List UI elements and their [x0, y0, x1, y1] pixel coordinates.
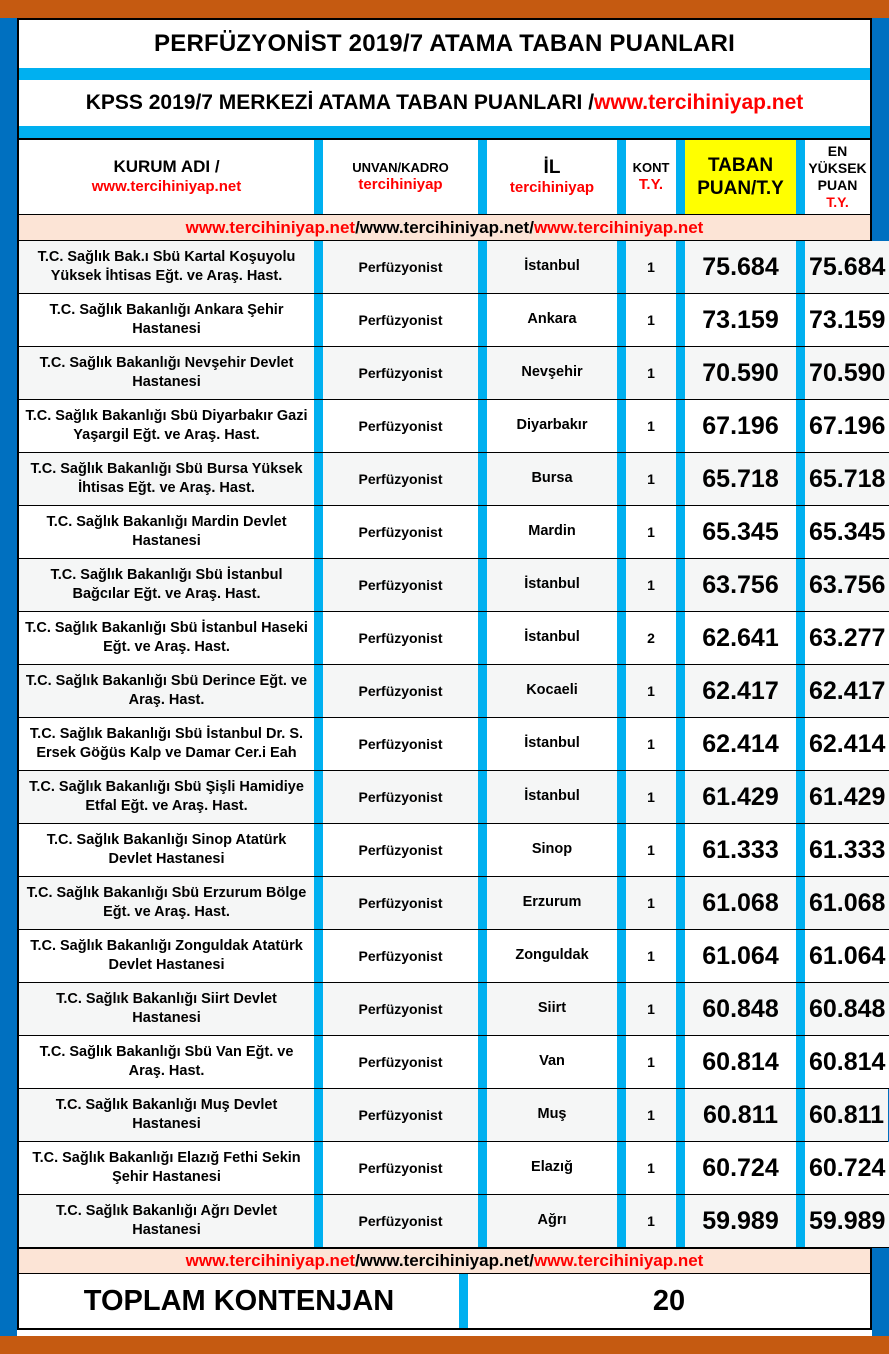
- row-cell-divider: [617, 506, 626, 559]
- table-row: [19, 559, 886, 612]
- row-cell-divider: [796, 718, 805, 771]
- row-cell-divider: [314, 612, 323, 665]
- cell-kurum-adi: T.C. Sağlık Bakanlığı Zonguldak Atatürk Devlet Hastanesi: [19, 930, 314, 983]
- column-header-enyuksek-line2: [807, 177, 868, 211]
- cell-en-yuksek-puan: 59.989: [805, 1195, 889, 1248]
- row-cell-divider: [617, 1195, 626, 1248]
- cell-kontenjan: 1: [626, 718, 676, 771]
- cell-kurum-adi: T.C. Sağlık Bakanlığı Sbü Bursa Yüksek İhtisas Eğt. ve Araş. Hast.: [19, 453, 314, 506]
- column-header-il-line1: İL: [543, 157, 561, 179]
- page-title-text: PERFÜZYONİST 2019/7 ATAMA TABAN PUANLARI: [154, 30, 735, 57]
- row-cell-divider: [478, 400, 487, 453]
- row-cell-divider: [676, 877, 685, 930]
- cell-en-yuksek-puan: 61.064: [805, 930, 889, 983]
- row-cell-divider: [796, 294, 805, 347]
- row-cell-divider: [314, 1195, 323, 1248]
- cell-kurum-adi: T.C. Sağlık Bakanlığı Sbü Erzurum Bölge Eğt. ve Araş. Hast.: [19, 877, 314, 930]
- row-cell-divider: [617, 294, 626, 347]
- row-cell-divider: [676, 241, 685, 294]
- cell-unvan-kadro: Perfüzyonist: [323, 241, 478, 294]
- row-cell-divider: [617, 1142, 626, 1195]
- row-cell-divider: [796, 1142, 805, 1195]
- row-cell-divider: [314, 1142, 323, 1195]
- cell-taban-puan: 60.811: [685, 1089, 796, 1142]
- table-row: [19, 612, 886, 665]
- row-cell-divider: [796, 612, 805, 665]
- promo-banner-top: [19, 215, 870, 241]
- row-cell-divider: [478, 1036, 487, 1089]
- cell-il: Diyarbakır: [487, 400, 617, 453]
- cell-kontenjan: 1: [626, 771, 676, 824]
- promo-bottom-separator-2: /: [529, 1251, 534, 1270]
- row-cell-divider: [676, 1089, 685, 1142]
- cell-kontenjan: 1: [626, 294, 676, 347]
- column-header-enyuksek-line1: EN YÜKSEK: [808, 142, 867, 176]
- cell-kurum-adi: T.C. Sağlık Bakanlığı Sbü Şişli Hamidiye Etfal Eğt. ve Araş. Hast.: [19, 771, 314, 824]
- row-cell-divider: [314, 877, 323, 930]
- promo-bottom-link-3[interactable]: www.tercihiniyap.net: [533, 1251, 704, 1270]
- cell-unvan-kadro: Perfüzyonist: [323, 1036, 478, 1089]
- total-row-divider: [459, 1274, 468, 1328]
- cell-taban-puan: 60.724: [685, 1142, 796, 1195]
- row-cell-divider: [676, 930, 685, 983]
- column-header-kurum-link[interactable]: www.tercihiniyap.net: [91, 178, 242, 196]
- cell-il: Mardin: [487, 506, 617, 559]
- row-cell-divider: [314, 241, 323, 294]
- cell-en-yuksek-puan: 60.848: [805, 983, 889, 1036]
- column-header-enyuksek-line2-black: PUAN: [817, 177, 858, 193]
- row-cell-divider: [314, 400, 323, 453]
- table-body: [19, 241, 886, 1248]
- cell-kontenjan: 1: [626, 559, 676, 612]
- cell-kurum-adi: T.C. Sağlık Bakanlığı Siirt Devlet Hastanesi: [19, 983, 314, 1036]
- promo-link-3[interactable]: www.tercihiniyap.net: [533, 217, 704, 237]
- top-orange-bar: [0, 0, 889, 18]
- cell-taban-puan: 73.159: [685, 294, 796, 347]
- sheet: [17, 18, 886, 1336]
- table-row: [19, 983, 886, 1036]
- cell-il: Ankara: [487, 294, 617, 347]
- row-cell-divider: [796, 930, 805, 983]
- cell-en-yuksek-puan: 61.068: [805, 877, 889, 930]
- column-divider-2: [478, 140, 487, 215]
- table-row: [19, 824, 886, 877]
- row-cell-divider: [617, 1089, 626, 1142]
- row-cell-divider: [796, 559, 805, 612]
- row-cell-divider: [676, 1036, 685, 1089]
- page-title: [17, 18, 872, 68]
- row-cell-divider: [478, 453, 487, 506]
- column-divider-5: [796, 140, 805, 215]
- row-cell-divider: [617, 612, 626, 665]
- row-cell-divider: [796, 1036, 805, 1089]
- subtitle-text: KPSS 2019/7 MERKEZİ ATAMA TABAN PUANLARI /: [85, 91, 595, 114]
- row-cell-divider: [314, 453, 323, 506]
- total-row: [19, 1274, 870, 1328]
- row-cell-divider: [478, 241, 487, 294]
- promo-bottom-link-1[interactable]: www.tercihiniyap.net: [185, 1251, 356, 1270]
- cell-kontenjan: 1: [626, 930, 676, 983]
- cell-unvan-kadro: Perfüzyonist: [323, 1195, 478, 1248]
- table-row: [19, 400, 886, 453]
- row-cell-divider: [478, 877, 487, 930]
- cell-en-yuksek-puan: 61.429: [805, 771, 889, 824]
- cell-kurum-adi: T.C. Sağlık Bakanlığı Mardin Devlet Hastanesi: [19, 506, 314, 559]
- cell-taban-puan: 70.590: [685, 347, 796, 400]
- row-cell-divider: [617, 400, 626, 453]
- column-header-kurum: [19, 140, 314, 215]
- column-header-il-link[interactable]: tercihiniyap: [509, 179, 595, 197]
- cell-unvan-kadro: Perfüzyonist: [323, 506, 478, 559]
- column-divider-3: [617, 140, 626, 215]
- row-cell-divider: [617, 665, 626, 718]
- cell-il: Elazığ: [487, 1142, 617, 1195]
- row-cell-divider: [796, 506, 805, 559]
- cell-il: Ağrı: [487, 1195, 617, 1248]
- cell-unvan-kadro: Perfüzyonist: [323, 1089, 478, 1142]
- row-cell-divider: [796, 877, 805, 930]
- row-cell-divider: [617, 559, 626, 612]
- row-cell-divider: [478, 771, 487, 824]
- row-cell-divider: [676, 1142, 685, 1195]
- promo-bottom-link-2[interactable]: www.tercihiniyap.net: [359, 1251, 530, 1270]
- row-cell-divider: [676, 453, 685, 506]
- table-row: [19, 506, 886, 559]
- row-cell-divider: [478, 824, 487, 877]
- cell-unvan-kadro: Perfüzyonist: [323, 824, 478, 877]
- cell-taban-puan: 60.848: [685, 983, 796, 1036]
- table-row: [19, 1195, 886, 1248]
- cell-kontenjan: 1: [626, 453, 676, 506]
- cell-taban-puan: 75.684: [685, 241, 796, 294]
- scores-table: [17, 138, 886, 1330]
- cell-kontenjan: 1: [626, 1195, 676, 1248]
- cell-unvan-kadro: Perfüzyonist: [323, 294, 478, 347]
- table-row: [19, 1142, 886, 1195]
- row-cell-divider: [478, 612, 487, 665]
- column-header-enyuksek-line2-red: T.Y.: [826, 194, 849, 211]
- column-divider-1: [314, 140, 323, 215]
- cell-il: Erzurum: [487, 877, 617, 930]
- column-header-kont-line2: T.Y.: [638, 175, 664, 193]
- cell-en-yuksek-puan: 70.590: [805, 347, 889, 400]
- cell-kontenjan: 1: [626, 400, 676, 453]
- cell-en-yuksek-puan: 73.159: [805, 294, 889, 347]
- row-cell-divider: [796, 241, 805, 294]
- column-header-kurum-line1: KURUM ADI /: [113, 157, 220, 177]
- cell-en-yuksek-puan: 67.196: [805, 400, 889, 453]
- cell-il: İstanbul: [487, 559, 617, 612]
- cell-en-yuksek-puan: 60.814: [805, 1036, 889, 1089]
- cell-kontenjan: 1: [626, 983, 676, 1036]
- cell-kontenjan: 1: [626, 241, 676, 294]
- row-cell-divider: [314, 771, 323, 824]
- cell-il: Bursa: [487, 453, 617, 506]
- cell-taban-puan: 61.068: [685, 877, 796, 930]
- cell-en-yuksek-puan: 60.724: [805, 1142, 889, 1195]
- cell-il: İstanbul: [487, 771, 617, 824]
- row-cell-divider: [478, 1142, 487, 1195]
- column-header-taban-line2: PUAN/T.Y: [697, 178, 784, 199]
- row-cell-divider: [314, 930, 323, 983]
- cell-en-yuksek-puan: 63.756: [805, 559, 889, 612]
- promo-banner-bottom: [19, 1248, 870, 1274]
- cell-taban-puan: 60.814: [685, 1036, 796, 1089]
- column-header-en-yuksek-puan: [805, 140, 870, 215]
- row-cell-divider: [617, 983, 626, 1036]
- cell-kurum-adi: T.C. Sağlık Bakanlığı Sbü Diyarbakır Gazi Yaşargil Eğt. ve Araş. Hast.: [19, 400, 314, 453]
- total-label: TOPLAM KONTENJAN: [19, 1274, 459, 1328]
- cell-kontenjan: 1: [626, 1036, 676, 1089]
- cell-unvan-kadro: Perfüzyonist: [323, 983, 478, 1036]
- row-cell-divider: [617, 877, 626, 930]
- row-cell-divider: [314, 983, 323, 1036]
- row-cell-divider: [617, 930, 626, 983]
- cell-taban-puan: 65.345: [685, 506, 796, 559]
- column-header-unvan-link[interactable]: tercihiniyap: [358, 175, 443, 193]
- row-cell-divider: [478, 983, 487, 1036]
- cell-kurum-adi: T.C. Sağlık Bakanlığı Sbü Van Eğt. ve Araş. Hast.: [19, 1036, 314, 1089]
- row-cell-divider: [478, 506, 487, 559]
- cell-taban-puan: 62.417: [685, 665, 796, 718]
- table-row: [19, 1089, 885, 1142]
- cyan-divider-top: [17, 68, 872, 80]
- cell-il: Siirt: [487, 983, 617, 1036]
- cell-kontenjan: 1: [626, 347, 676, 400]
- row-cell-divider: [676, 824, 685, 877]
- promo-link-1[interactable]: www.tercihiniyap.net: [185, 217, 356, 237]
- table-row: [19, 347, 886, 400]
- row-cell-divider: [796, 771, 805, 824]
- table-row: [19, 1036, 886, 1089]
- row-cell-divider: [676, 612, 685, 665]
- row-cell-divider: [676, 665, 685, 718]
- cell-il: İstanbul: [487, 718, 617, 771]
- row-cell-divider: [676, 347, 685, 400]
- column-header-taban-line1: TABAN: [707, 154, 774, 176]
- cell-il: Sinop: [487, 824, 617, 877]
- cell-il: Nevşehir: [487, 347, 617, 400]
- row-cell-divider: [796, 400, 805, 453]
- row-cell-divider: [676, 1195, 685, 1248]
- cell-en-yuksek-puan: 63.277: [805, 612, 889, 665]
- cell-kontenjan: 1: [626, 506, 676, 559]
- cell-unvan-kadro: Perfüzyonist: [323, 930, 478, 983]
- row-cell-divider: [796, 983, 805, 1036]
- row-cell-divider: [478, 559, 487, 612]
- column-divider-4: [676, 140, 685, 215]
- cell-kurum-adi: T.C. Sağlık Bakanlığı Ağrı Devlet Hastanesi: [19, 1195, 314, 1248]
- column-header-kont-line1: KONT: [632, 159, 670, 175]
- cell-taban-puan: 67.196: [685, 400, 796, 453]
- cell-taban-puan: 61.429: [685, 771, 796, 824]
- promo-bottom-separator-1: /: [355, 1251, 360, 1270]
- cell-kontenjan: 2: [626, 612, 676, 665]
- cell-en-yuksek-puan: 62.417: [805, 665, 889, 718]
- cell-taban-puan: 61.064: [685, 930, 796, 983]
- row-cell-divider: [478, 294, 487, 347]
- total-value: 20: [468, 1274, 870, 1328]
- row-cell-divider: [478, 347, 487, 400]
- table-row: [19, 453, 886, 506]
- promo-separator-2: /: [529, 217, 534, 237]
- row-cell-divider: [314, 347, 323, 400]
- cell-il: Van: [487, 1036, 617, 1089]
- cell-unvan-kadro: Perfüzyonist: [323, 400, 478, 453]
- row-cell-divider: [617, 771, 626, 824]
- row-cell-divider: [796, 824, 805, 877]
- row-cell-divider: [676, 771, 685, 824]
- row-cell-divider: [617, 1036, 626, 1089]
- cell-taban-puan: 65.718: [685, 453, 796, 506]
- cell-unvan-kadro: Perfüzyonist: [323, 612, 478, 665]
- cell-kurum-adi: T.C. Sağlık Bakanlığı Nevşehir Devlet Hastanesi: [19, 347, 314, 400]
- row-cell-divider: [478, 1195, 487, 1248]
- table-row: [19, 718, 886, 771]
- column-header-kont: [626, 140, 676, 215]
- cell-en-yuksek-puan: 61.333: [805, 824, 889, 877]
- cell-en-yuksek-puan: 65.345: [805, 506, 889, 559]
- cell-unvan-kadro: Perfüzyonist: [323, 771, 478, 824]
- row-cell-divider: [314, 559, 323, 612]
- row-cell-divider: [478, 930, 487, 983]
- row-cell-divider: [676, 983, 685, 1036]
- row-cell-divider: [676, 506, 685, 559]
- row-cell-divider: [676, 294, 685, 347]
- row-cell-divider: [314, 1089, 323, 1142]
- cell-kurum-adi: T.C. Sağlık Bak.ı Sbü Kartal Koşuyolu Yüksek İhtisas Eğt. ve Araş. Hast.: [19, 241, 314, 294]
- row-cell-divider: [617, 718, 626, 771]
- cell-taban-puan: 62.641: [685, 612, 796, 665]
- cell-unvan-kadro: Perfüzyonist: [323, 559, 478, 612]
- column-header-taban-puan: [685, 140, 796, 215]
- cell-il: Muş: [487, 1089, 617, 1142]
- row-cell-divider: [796, 665, 805, 718]
- cell-kurum-adi: T.C. Sağlık Bakanlığı Elazığ Fethi Sekin Şehir Hastanesi: [19, 1142, 314, 1195]
- cell-il: İstanbul: [487, 241, 617, 294]
- table-row: [19, 241, 886, 294]
- table-row: [19, 294, 886, 347]
- cell-kurum-adi: T.C. Sağlık Bakanlığı Sbü Derince Eğt. ve Araş. Hast.: [19, 665, 314, 718]
- cell-en-yuksek-puan: 62.414: [805, 718, 889, 771]
- row-cell-divider: [314, 1036, 323, 1089]
- cell-il: Kocaeli: [487, 665, 617, 718]
- cell-unvan-kadro: Perfüzyonist: [323, 347, 478, 400]
- cell-kurum-adi: T.C. Sağlık Bakanlığı Muş Devlet Hastanesi: [19, 1089, 314, 1142]
- row-cell-divider: [314, 665, 323, 718]
- row-cell-divider: [314, 294, 323, 347]
- table-row: [19, 665, 886, 718]
- cell-unvan-kadro: Perfüzyonist: [323, 877, 478, 930]
- cell-kontenjan: 1: [626, 1142, 676, 1195]
- cell-kurum-adi: T.C. Sağlık Bakanlığı Sinop Atatürk Devlet Hastanesi: [19, 824, 314, 877]
- row-cell-divider: [314, 506, 323, 559]
- cell-taban-puan: 62.414: [685, 718, 796, 771]
- cell-kontenjan: 1: [626, 665, 676, 718]
- cell-il: İstanbul: [487, 612, 617, 665]
- bottom-orange-bar: [0, 1336, 889, 1354]
- row-cell-divider: [676, 400, 685, 453]
- cell-unvan-kadro: Perfüzyonist: [323, 718, 478, 771]
- cell-kontenjan: 1: [626, 877, 676, 930]
- cell-unvan-kadro: Perfüzyonist: [323, 453, 478, 506]
- row-cell-divider: [314, 824, 323, 877]
- promo-separator-1: /: [355, 217, 360, 237]
- cell-il: Zonguldak: [487, 930, 617, 983]
- row-cell-divider: [617, 347, 626, 400]
- cell-unvan-kadro: Perfüzyonist: [323, 1142, 478, 1195]
- column-header-unvan: [323, 140, 478, 215]
- row-cell-divider: [796, 1089, 805, 1142]
- column-header-il: [487, 140, 617, 215]
- row-cell-divider: [617, 453, 626, 506]
- table-row: [19, 930, 886, 983]
- row-cell-divider: [617, 241, 626, 294]
- row-cell-divider: [676, 718, 685, 771]
- cell-kurum-adi: T.C. Sağlık Bakanlığı Sbü İstanbul Haseki Eğt. ve Araş. Hast.: [19, 612, 314, 665]
- row-cell-divider: [796, 453, 805, 506]
- cell-taban-puan: 59.989: [685, 1195, 796, 1248]
- cell-taban-puan: 63.756: [685, 559, 796, 612]
- row-cell-divider: [478, 718, 487, 771]
- left-blue-rail: [0, 18, 17, 1336]
- subtitle: [17, 80, 872, 126]
- row-cell-divider: [796, 1195, 805, 1248]
- cell-kontenjan: 1: [626, 824, 676, 877]
- cell-kurum-adi: T.C. Sağlık Bakanlığı Sbü İstanbul Dr. S. Ersek Göğüs Kalp ve Damar Cer.i Eah: [19, 718, 314, 771]
- row-cell-divider: [478, 665, 487, 718]
- table-row: [19, 771, 886, 824]
- cyan-divider-bottom: [17, 126, 872, 138]
- table-header-row: [19, 140, 870, 215]
- subtitle-link[interactable]: www.tercihiniyap.net: [594, 91, 804, 114]
- cell-kurum-adi: T.C. Sağlık Bakanlığı Ankara Şehir Hastanesi: [19, 294, 314, 347]
- cell-en-yuksek-puan: 75.684: [805, 241, 889, 294]
- row-cell-divider: [796, 347, 805, 400]
- promo-link-2[interactable]: www.tercihiniyap.net: [359, 217, 530, 237]
- cell-en-yuksek-puan: 65.718: [805, 453, 889, 506]
- column-header-unvan-line1: UNVAN/KADRO: [352, 159, 449, 175]
- table-row: [19, 877, 886, 930]
- row-cell-divider: [617, 824, 626, 877]
- cell-kurum-adi: T.C. Sağlık Bakanlığı Sbü İstanbul Bağcılar Eğt. ve Araş. Hast.: [19, 559, 314, 612]
- cell-taban-puan: 61.333: [685, 824, 796, 877]
- row-cell-divider: [478, 1089, 487, 1142]
- cell-en-yuksek-puan: 60.811: [805, 1089, 888, 1142]
- cell-kontenjan: 1: [626, 1089, 676, 1142]
- row-cell-divider: [314, 718, 323, 771]
- row-cell-divider: [676, 559, 685, 612]
- cell-unvan-kadro: Perfüzyonist: [323, 665, 478, 718]
